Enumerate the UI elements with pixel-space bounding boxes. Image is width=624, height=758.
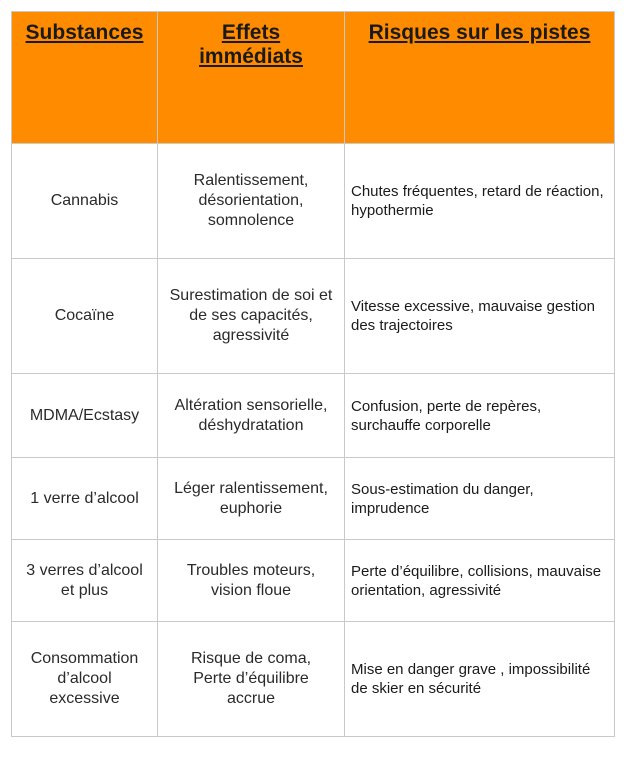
- risques-cell: Chutes fréquentes, retard de réaction, hypothermie: [345, 144, 615, 259]
- header-row: [12, 12, 615, 144]
- risques-cell: Mise en danger grave , impossibilité de skier en sécurité: [345, 622, 615, 737]
- table-row: [12, 540, 615, 622]
- substance-cell: 1 verre d’alcool: [12, 458, 158, 540]
- effets-cell: Troubles moteurs, vision floue: [158, 540, 345, 622]
- substance-cell: MDMA/Ecstasy: [12, 374, 158, 458]
- header-substances: Substances: [12, 12, 158, 144]
- table-row: [12, 622, 615, 737]
- risques-cell: Confusion, perte de repères, surchauffe corporelle: [345, 374, 615, 458]
- substances-risk-table: [11, 11, 615, 737]
- table-row: [12, 144, 615, 259]
- effets-cell: Altération sensorielle, déshydratation: [158, 374, 345, 458]
- effets-cell: Surestimation de soi et de ses capacités, agressivité: [158, 259, 345, 374]
- substance-cell: Consommation d’alcool excessive: [12, 622, 158, 737]
- effets-cell: Ralentissement, désorientation, somnolence: [158, 144, 345, 259]
- risques-cell: Sous-estimation du danger, imprudence: [345, 458, 615, 540]
- header-effets: Effets immédiats: [158, 12, 345, 144]
- table-row: [12, 374, 615, 458]
- risques-cell: Perte d’équilibre, collisions, mauvaise orientation, agressivité: [345, 540, 615, 622]
- header-risques: Risques sur les pistes: [345, 12, 615, 144]
- table-row: [12, 259, 615, 374]
- effets-cell: Risque de coma, Perte d’équilibre accrue: [158, 622, 345, 737]
- effets-cell: Léger ralentissement, euphorie: [158, 458, 345, 540]
- substance-cell: Cocaïne: [12, 259, 158, 374]
- substance-cell: Cannabis: [12, 144, 158, 259]
- substance-cell: 3 verres d’alcool et plus: [12, 540, 158, 622]
- risques-cell: Vitesse excessive, mauvaise gestion des trajectoires: [345, 259, 615, 374]
- table-row: [12, 458, 615, 540]
